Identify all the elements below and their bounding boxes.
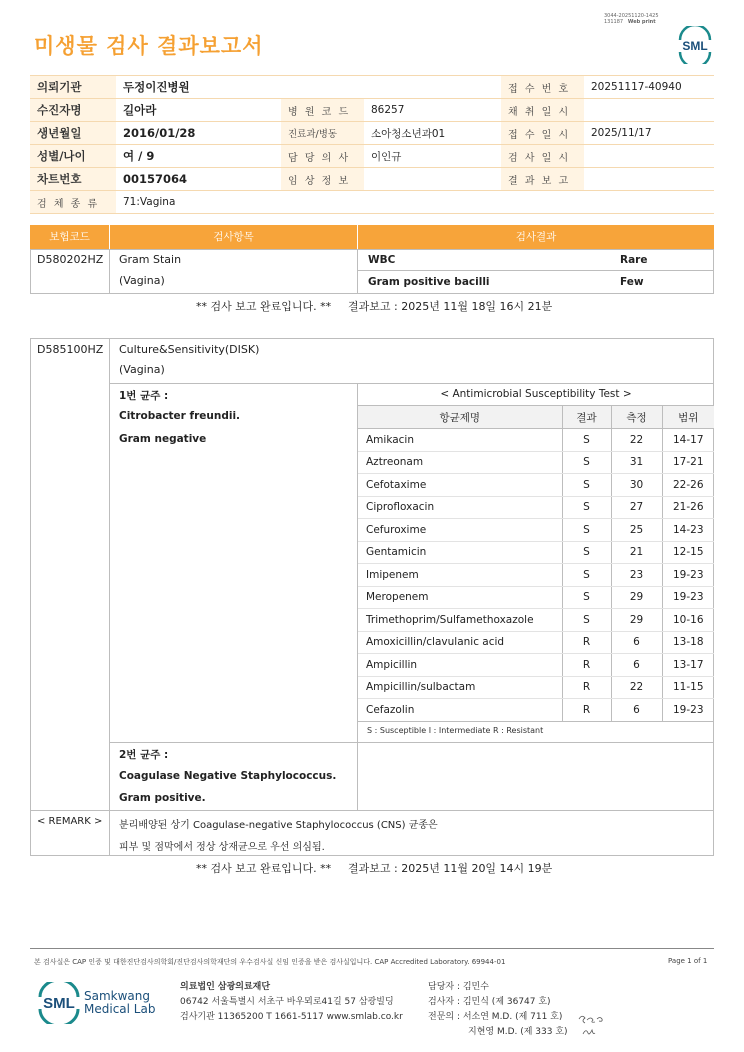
name-value: 길아라 — [116, 99, 281, 122]
requester-label: 의뢰기관 — [30, 76, 116, 99]
ast-result: S — [562, 564, 611, 587]
specimen-label: 검 체 종 류 — [30, 191, 116, 214]
ast-row — [358, 496, 714, 519]
ast-row — [358, 519, 714, 542]
ast-result: S — [562, 586, 611, 609]
org-contact: 검사기관 11365200 T 1661-5117 www.smlab.co.kr — [180, 1012, 403, 1022]
ast-drug: Imipenem — [358, 564, 562, 587]
tester-value: 김민식 (제 36747 호) — [462, 997, 551, 1007]
ast-drug: Gentamicin — [358, 541, 562, 564]
org-name: 의료법인 삼광의료재단 — [180, 982, 271, 992]
specialist-label: 전문의 : — [428, 1012, 460, 1022]
ast-drug: Trimethoprim/Sulfamethoxazole — [358, 609, 562, 632]
logo-text: SML — [682, 39, 708, 53]
ast-header-result: 결과 — [562, 406, 611, 429]
gram-result-name-2: Gram positive bacilli — [368, 276, 490, 288]
culture-code: D585100HZ — [37, 343, 104, 356]
organism-1-gram: Gram negative — [119, 433, 207, 445]
ast-header-drug: 항균제명 — [358, 406, 562, 429]
gram-specimen: (Vagina) — [119, 274, 165, 287]
ast-header-measure: 측정 — [611, 406, 662, 429]
ast-range: 19-23 — [662, 586, 714, 609]
remark-line-1: 분리배양된 상기 Coagulase-negative Staphylococcus (CNS) 균종은 — [119, 820, 438, 831]
web-print-label: Web print — [627, 19, 656, 25]
print-code — [604, 13, 659, 25]
ast-table — [358, 406, 714, 722]
ast-drug: Amikacin — [358, 429, 562, 452]
collect-date-label: 채 취 일 시 — [501, 99, 584, 122]
report-value — [584, 168, 714, 191]
ast-row — [358, 451, 714, 474]
ast-result: R — [562, 699, 611, 722]
ast-drug: Aztreonam — [358, 451, 562, 474]
ast-row — [358, 676, 714, 699]
test-date-label: 검 사 일 시 — [501, 145, 584, 168]
manager-value: 김민수 — [462, 982, 489, 992]
tester-label: 검사자 : — [428, 997, 460, 1007]
culture-specimen: (Vagina) — [119, 363, 165, 376]
sml-footer-logo-icon — [36, 982, 82, 1024]
ast-range: 12-15 — [662, 541, 714, 564]
ast-range: 11-15 — [662, 676, 714, 699]
ast-measure: 6 — [611, 699, 662, 722]
ast-drug: Ciprofloxacin — [358, 496, 562, 519]
ast-legend: S : Susceptible I : Intermediate R : Resistant — [367, 726, 544, 735]
ast-row — [358, 654, 714, 677]
ast-row — [358, 429, 714, 452]
remark-line-2: 피부 및 점막에서 정상 상재균으로 우선 의심됨. — [119, 842, 325, 853]
manager-label: 담당자 : — [428, 982, 460, 992]
ast-result: S — [562, 474, 611, 497]
test-date-value — [584, 145, 714, 168]
ast-range: 19-23 — [662, 564, 714, 587]
ast-range: 22-26 — [662, 474, 714, 497]
brand-name — [84, 990, 155, 1016]
ast-result: S — [562, 429, 611, 452]
clinical-value — [364, 168, 501, 191]
ast-row — [358, 541, 714, 564]
ast-result: R — [562, 676, 611, 699]
organism-2-name: Coagulase Negative Staphylococcus. — [119, 770, 337, 782]
specialist-value-1: 서소연 M.D. (제 711 호) — [462, 1012, 563, 1022]
gram-done-note: ** 검사 보고 완료입니다. ** — [196, 300, 332, 313]
ast-range: 10-16 — [662, 609, 714, 632]
ast-measure: 6 — [611, 654, 662, 677]
organism-2-label: 2번 균주 : — [119, 749, 169, 761]
organism-2-gram: Gram positive. — [119, 792, 206, 804]
gram-result-name-1: WBC — [368, 254, 396, 266]
ast-result: R — [562, 631, 611, 654]
footer-divider — [30, 948, 714, 949]
hospital-code-value: 86257 — [364, 99, 501, 122]
sml-logo-icon — [676, 26, 714, 64]
page-number: Page 1 of 1 — [668, 957, 708, 965]
header-test-item: 검사항목 — [110, 225, 357, 249]
specimen-value: 71:Vagina — [116, 191, 714, 214]
receipt-date-label: 접 수 일 시 — [501, 122, 584, 145]
header-insurance-code: 보험코드 — [30, 225, 109, 249]
collect-date-value — [584, 99, 714, 122]
org-address: 06742 서울특별시 서초구 바우뫼로41길 57 삼광빌딩 — [180, 997, 394, 1007]
ast-result: S — [562, 541, 611, 564]
print-code-line2: 131187 — [604, 19, 624, 25]
specialist-value-2: 지현영 M.D. (제 333 호) — [468, 1027, 568, 1037]
ast-measure: 23 — [611, 564, 662, 587]
receipt-no-label: 접 수 번 호 — [501, 76, 584, 99]
organism-1-label: 1번 균주 : — [119, 390, 169, 402]
receipt-no-value: 20251117-40940 — [584, 76, 714, 99]
header-test-result: 검사결과 — [358, 225, 714, 249]
report-label: 결 과 보 고 — [501, 168, 584, 191]
footer-staff-block — [428, 980, 568, 1040]
culture-item: Culture&Sensitivity(DISK) — [119, 343, 260, 356]
ast-row — [358, 609, 714, 632]
doctor-value: 이인규 — [364, 145, 501, 168]
ast-range: 14-23 — [662, 519, 714, 542]
print-code-line1: 3044-20251120-1425 — [604, 13, 659, 19]
chart-value: 00157064 — [116, 168, 281, 191]
organism-1-name: Citrobacter freundii. — [119, 410, 241, 422]
sex-age-value: 여 / 9 — [116, 145, 281, 168]
receipt-date-value: 2025/11/17 — [584, 122, 714, 145]
ast-range: 21-26 — [662, 496, 714, 519]
dob-value: 2016/01/28 — [116, 122, 281, 145]
ast-range: 19-23 — [662, 699, 714, 722]
ast-measure: 29 — [611, 609, 662, 632]
ast-measure: 29 — [611, 586, 662, 609]
hospital-code-label: 병 원 코 드 — [281, 99, 364, 122]
ast-measure: 27 — [611, 496, 662, 519]
ast-range: 13-18 — [662, 631, 714, 654]
requester-value: 두정이진병원 — [116, 76, 501, 99]
patient-info-table — [30, 75, 714, 214]
gram-report-time: 결과보고 : 2025년 11월 18일 16시 21분 — [348, 300, 553, 313]
ast-measure: 22 — [611, 676, 662, 699]
ast-header-range: 범위 — [662, 406, 714, 429]
ast-result: R — [562, 654, 611, 677]
gram-code: D580202HZ — [37, 253, 104, 266]
ast-drug: Ampicillin — [358, 654, 562, 677]
ast-row — [358, 699, 714, 722]
ast-row — [358, 586, 714, 609]
ast-range: 17-21 — [662, 451, 714, 474]
ast-drug: Ampicillin/sulbactam — [358, 676, 562, 699]
sex-age-label: 성별/나이 — [30, 145, 116, 168]
gram-result-value-2: Few — [620, 276, 644, 288]
ast-row — [358, 564, 714, 587]
ast-measure: 31 — [611, 451, 662, 474]
culture-done-note: ** 검사 보고 완료입니다. ** — [196, 862, 332, 875]
ast-drug: Cefazolin — [358, 699, 562, 722]
ast-measure: 22 — [611, 429, 662, 452]
report-title: 미생물 검사 결과보고서 — [34, 34, 264, 58]
doctor-label: 담 당 의 사 — [281, 145, 364, 168]
brand-line-2: Medical Lab — [84, 1002, 156, 1016]
chart-label: 차트번호 — [30, 168, 116, 191]
ast-row — [358, 474, 714, 497]
footer-logo-text: SML — [43, 995, 75, 1012]
dob-label: 생년월일 — [30, 122, 116, 145]
ast-measure: 30 — [611, 474, 662, 497]
accreditation-text: 본 검사실은 CAP 인증 및 대한진단검사의학회/진단검사의학재단의 우수검사실 신임 인증을 받은 검사실입니다. CAP Accredited Laboratory. 69944-01 — [34, 958, 506, 966]
signature-icon — [575, 1010, 611, 1040]
gram-result-value-1: Rare — [620, 254, 648, 266]
ast-result: S — [562, 496, 611, 519]
ast-drug: Meropenem — [358, 586, 562, 609]
brand-line-1: Samkwang — [84, 989, 150, 1003]
ast-range: 13-17 — [662, 654, 714, 677]
ast-range: 14-17 — [662, 429, 714, 452]
ast-result: S — [562, 609, 611, 632]
dept-value: 소아청소년과01 — [364, 122, 501, 145]
ast-measure: 21 — [611, 541, 662, 564]
ast-result: S — [562, 451, 611, 474]
clinical-label: 임 상 정 보 — [281, 168, 364, 191]
ast-title: < Antimicrobial Susceptibility Test > — [440, 388, 632, 400]
ast-drug: Cefuroxime — [358, 519, 562, 542]
ast-result: S — [562, 519, 611, 542]
ast-row — [358, 631, 714, 654]
ast-drug: Cefotaxime — [358, 474, 562, 497]
ast-measure: 25 — [611, 519, 662, 542]
dept-label: 진료과/병동 — [281, 122, 364, 145]
gram-item: Gram Stain — [119, 253, 182, 266]
name-label: 수진자명 — [30, 99, 116, 122]
culture-report-time: 결과보고 : 2025년 11월 20일 14시 19분 — [348, 862, 553, 875]
ast-measure: 6 — [611, 631, 662, 654]
remark-label: < REMARK > — [37, 816, 103, 827]
footer-org-block — [180, 980, 403, 1025]
ast-drug: Amoxicillin/clavulanic acid — [358, 631, 562, 654]
